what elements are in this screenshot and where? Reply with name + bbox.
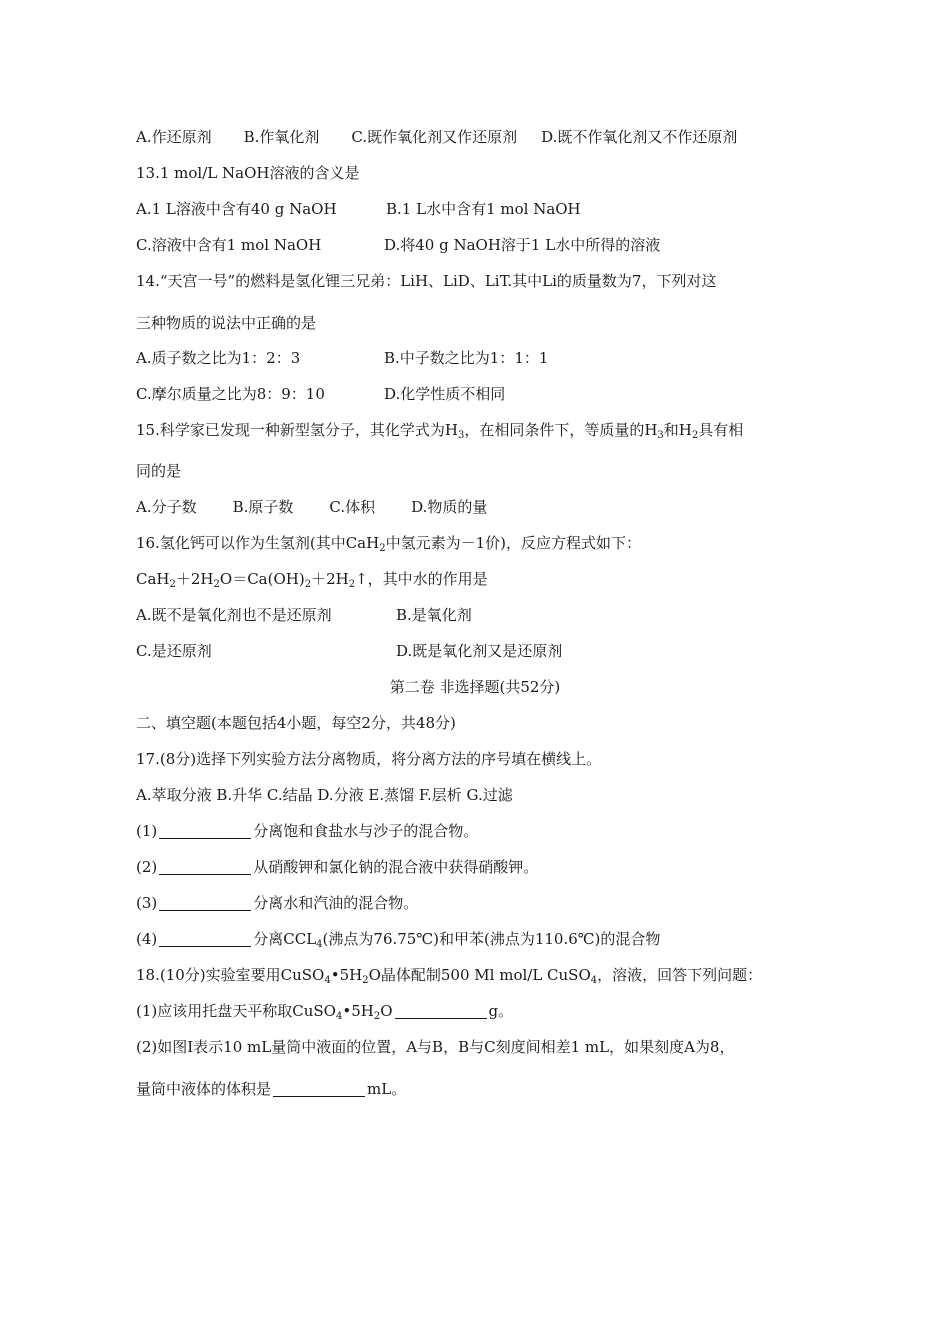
q15-stem-part: 15.科学家已发现一种新型氢分子，其化学式为H <box>136 421 458 439</box>
q12-option-b: B.作氧化剂 <box>243 128 320 146</box>
part-text: 分离饱和食盐水与沙子的混合物。 <box>253 822 479 840</box>
subscript: 2 <box>362 975 369 986</box>
q16-stem-part: 16.氢化钙可以作为生氢剂(其中CaH <box>136 534 380 552</box>
subscript: 2 <box>213 579 220 590</box>
q17-part4 <box>136 929 660 955</box>
q15-option-b: B.原子数 <box>232 498 294 516</box>
q17-part1 <box>136 821 478 841</box>
q13-option-a: A.1 L溶液中含有40 g NaOH <box>136 200 337 218</box>
part-text: 量筒中液体的体积是 <box>136 1080 272 1098</box>
q12-options-row <box>136 127 737 147</box>
q12-option-c: C.既作氧化剂又作还原剂 <box>351 128 518 146</box>
q17-stem: 17.(8分)选择下列实验方法分离物质，将分离方法的序号填在横线上。 <box>136 750 602 768</box>
q16-option-b: B.是氧化剂 <box>396 606 472 624</box>
part-text: 从硝酸钾和氯化钠的混合液中获得硝酸钾。 <box>253 858 539 876</box>
subscript: 2 <box>379 543 386 554</box>
q15-stem-line1 <box>136 420 743 446</box>
q13-stem: 13.1 mol/L NaOH溶液的含义是 <box>136 164 360 182</box>
q13-option-b: B.1 L水中含有1 mol NaOH <box>386 200 581 218</box>
subscript: 2 <box>691 430 699 441</box>
part-label: (4) <box>136 930 158 948</box>
q15-option-d: D.物质的量 <box>411 498 488 516</box>
q18-part2-line2 <box>136 1079 406 1099</box>
q16-stem-line1 <box>136 533 641 559</box>
part-text: O <box>380 1002 393 1020</box>
q18-stem-part: 18.(10分)实验室要用CuSO <box>136 966 325 984</box>
q14-option-d: D.化学性质不相同 <box>384 385 506 403</box>
q16-equation <box>136 569 488 595</box>
q15-options-row <box>136 497 487 517</box>
part-text: mL。 <box>367 1080 407 1098</box>
q18-stem-part: ，溶液，回答下列问题： <box>597 966 763 984</box>
part-text: (1)应该用托盘天平称取CuSO <box>136 1002 336 1020</box>
q12-option-a: A.作还原剂 <box>136 128 212 146</box>
answer-blank[interactable] <box>159 931 251 947</box>
answer-blank[interactable] <box>159 895 251 911</box>
subscript: 4 <box>335 1011 343 1022</box>
q16-option-d: D.既是氧化剂又是还原剂 <box>396 642 563 660</box>
equation-part: ＋2H <box>311 570 349 588</box>
part-text: •5H <box>342 1002 374 1020</box>
subscript: 2 <box>373 1011 381 1022</box>
subscript: 4 <box>316 939 323 950</box>
q14-stem-line1: 14.“天宫一号”的燃料是氢化锂三兄弟：LiH、LiD、LiT.其中Li的质量数为7，下列对这 <box>136 272 717 290</box>
equation-part: ＋2H <box>175 570 214 588</box>
q15-option-a: A.分子数 <box>136 498 197 516</box>
subscript: 3 <box>657 430 664 441</box>
section2-heading: 二、填空题(本题包括4小题，每空2分，共48分) <box>136 714 456 732</box>
q15-stem-line2: 同的是 <box>136 462 182 480</box>
q16-option-a: A.既不是氧化剂也不是还原剂 <box>136 606 332 624</box>
answer-blank[interactable] <box>273 1081 365 1097</box>
q14-option-c: C.摩尔质量之比为8：9：10 <box>136 385 325 403</box>
q18-stem-part: O晶体配制500 Ml mol/L CuSO <box>368 966 591 984</box>
part-text: 分离水和汽油的混合物。 <box>253 894 419 912</box>
section2-title: 第二卷 非选择题(共52分) <box>389 678 561 696</box>
subscript: 4 <box>590 975 598 986</box>
q18-stem <box>136 965 762 991</box>
q18-stem-part: •5H <box>330 966 363 984</box>
q17-methods: A.萃取分液 B.升华 C.结晶 D.分液 E.蒸馏 F.层析 G.过滤 <box>136 786 513 804</box>
q12-option-d: D.既不作氧化剂又不作还原剂 <box>541 128 738 146</box>
q15-stem-part: 具有相 <box>698 421 744 439</box>
q18-part2-line1: (2)如图Ⅰ表示10 mL量筒中液面的位置，A与B，B与C刻度间相差1 mL，如果刻度A为8， <box>136 1038 735 1056</box>
subscript: 4 <box>324 975 331 986</box>
q14-stem-line2: 三种物质的说法中正确的是 <box>136 314 317 332</box>
answer-blank[interactable] <box>159 823 251 839</box>
answer-blank[interactable] <box>395 1003 487 1019</box>
q15-stem-part: ，在相同条件下，等质量的H <box>464 421 658 439</box>
part-text: (沸点为76.75℃)和甲苯(沸点为110.6℃)的混合物 <box>322 930 661 948</box>
q16-stem-part: 中氢元素为－1价)，反应方程式如下： <box>385 534 641 552</box>
q14-option-b: B.中子数之比为1：1：1 <box>384 349 549 367</box>
q18-part1 <box>136 1001 513 1027</box>
q14-option-a: A.质子数之比为1：2：3 <box>136 349 301 367</box>
part-label: (1) <box>136 822 158 840</box>
q15-stem-part: 和H <box>663 421 692 439</box>
part-text: g。 <box>488 1002 514 1020</box>
equation-part: ↑，其中水的作用是 <box>355 570 488 588</box>
q13-option-c: C.溶液中含有1 mol NaOH <box>136 236 322 254</box>
part-label: (3) <box>136 894 158 912</box>
q17-part3 <box>136 893 418 913</box>
equation-part: CaH <box>136 570 170 588</box>
q17-part2 <box>136 857 538 877</box>
q15-option-c: C.体积 <box>329 498 376 516</box>
part-label: (2) <box>136 858 158 876</box>
subscript: 2 <box>348 579 356 590</box>
q13-option-d: D.将40 g NaOH溶于1 L水中所得的溶液 <box>384 236 661 254</box>
equation-part: O＝Ca(OH) <box>219 570 305 588</box>
part-text: 分离CCL <box>253 930 317 948</box>
subscript: 2 <box>304 579 312 590</box>
answer-blank[interactable] <box>159 859 251 875</box>
subscript: 2 <box>169 579 176 590</box>
subscript: 3 <box>457 430 465 441</box>
q16-option-c: C.是还原剂 <box>136 642 212 660</box>
